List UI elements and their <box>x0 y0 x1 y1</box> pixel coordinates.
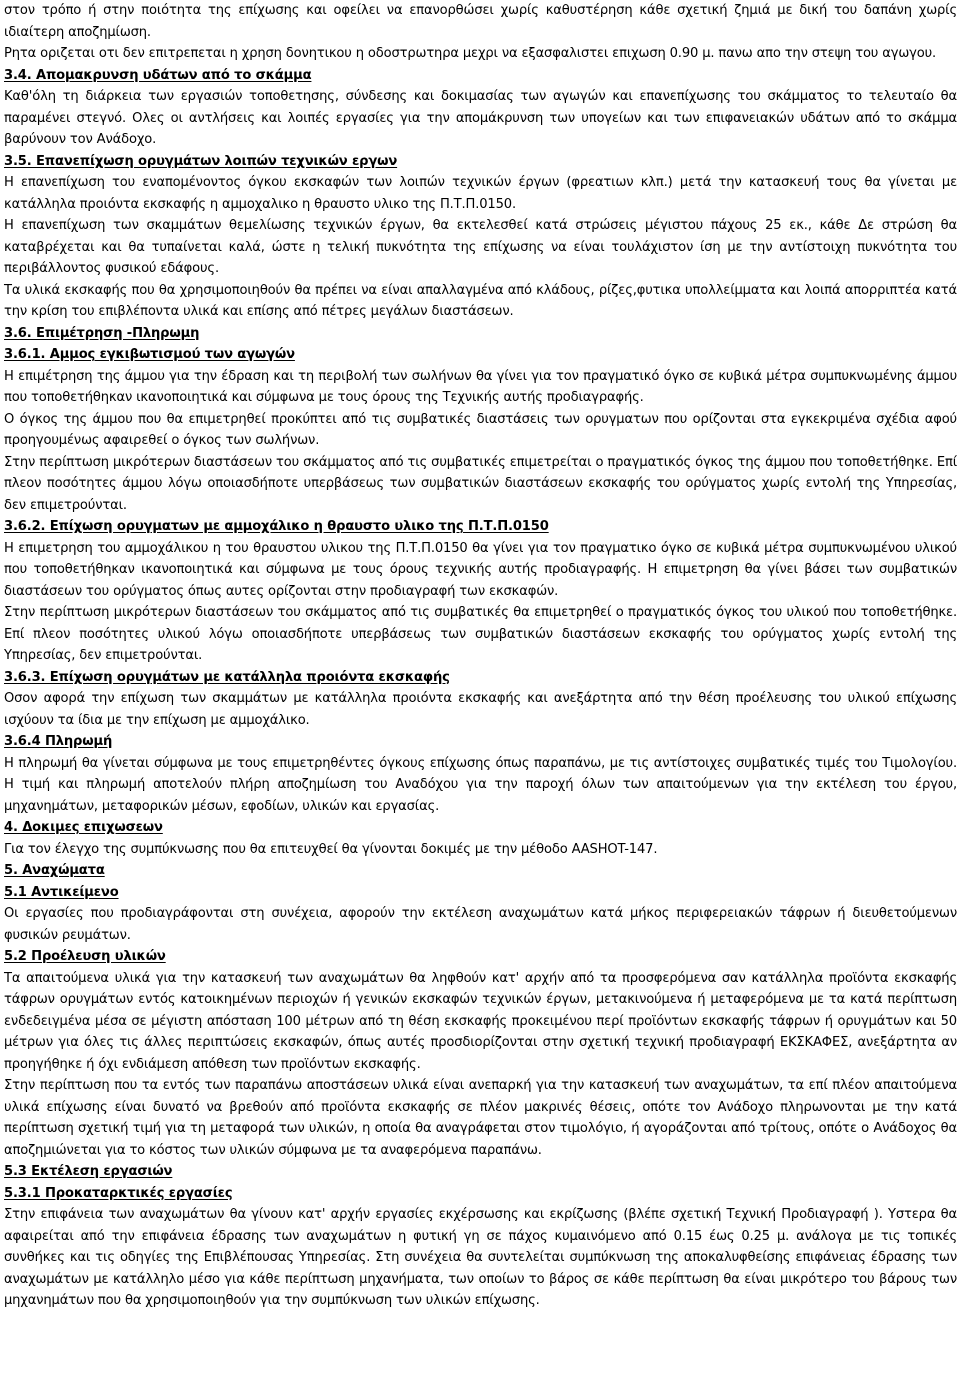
section-heading: 3.6.2. Επίχωση ορυγματων με αμμοχάλικο η θραυστο υλικο της Π.Τ.Π.0150 <box>4 519 549 534</box>
paragraph: Για τον έλεγχο της συμπύκνωσης που θα επιτευχθεί θα γίνονται δοκιμές με την μέθοδο AASHOT-147. <box>4 841 658 857</box>
paragraph: Στην περίπτωση μικρότερων διαστάσεων του σκάμματος από τις συμβατικές επιμετρείται ο πραγματικός όγκος της άμμου που τοποθετήθηκε. Επί πλεον ποσότητες άμμου λόγω οποιασδήποτε υπερβάσεως των συμβατικών διαστάσεων εκσκαφής του ορύγματος χωρίς εντολή της Υπηρεσίας, δεν επιμετρούνται. <box>4 454 957 513</box>
paragraph: Η επανεπίχωση των σκαμμάτων θεμελίωσης τεχνικών έργων, θα εκτελεσθεί κατά στρώσεις μέγιστου πάχους 25 εκ., κάθε Δε στρώση θα καταβρέχεται και θα τυπαίνεται καλά, ώστε η τελική πυκνότητα της επίχωσης να είναι τουλάχιστον ίση με την αντίστοιχη πυκνότητα του περιβάλλοντος φυσικού εδάφους. <box>4 218 957 276</box>
section-heading: 4. Δοκιμες επιχωσεων <box>4 820 163 835</box>
paragraph: Ρητα οριζεται οτι δεν επιτρεπεται η χρηση δονητικου η οδοστρωτηρα μεχρι να εξασφαλιστει επιχωση 0.90 μ. πανω απο την στεψη του αγωγου. <box>4 46 937 61</box>
paragraph: Καθ'όλη τη διάρκεια των εργασιών τοποθετησης, σύνδεσης και δοκιμασίας των αγωγών και επανεπίχωσης του σκάμματος το τελευταίο θα παραμένει στεγνό. Ολες οι αντλήσεις και λοιπές εργασίες για την απομάκρυνση των υπογείων και των επιφανειακών υδάτων από το σκάμμα βαρύνουν τον Ανάδοχο. <box>4 89 957 147</box>
section-heading: 3.4. Απομακρυνση υδάτων από το σκάμμα <box>4 67 312 83</box>
paragraph: Τα απαιτούμενα υλικά για την κατασκευή των αναχωμάτων θα ληφθούν κατ' αρχήν από τα προσφερόμενα σαν κατάλληλα προϊόντα εκσκαφής τάφρων ορυγμάτων εντός κατοικημένων περιοχών ή γενικών εκσκαφών τεχνικών έργων, μετακινούμενα ή μεταφερόμενα με τα κατά περίπτωση ενδεδειγμένα μέσα σε μέγιστη απόσταση 100 μέτρων από τη θέση εκσκαφής προκειμένου περί προϊόντων εκσκαφής τάφρων ή ορυγμάτων και 50 μέτρων για όλες τις άλλες περιπτώσεις εκσκαφών, όπως αυτές προσδιορίζονται στην σχετική τεχνική προδιαγραφή ΕΚΣΚΑΦΕΣ, ανεξάρτητα αν προηγήθηκε ή όχι ενδιάμεση απόθεση των προϊόντων εκσκαφής. <box>4 970 957 1072</box>
paragraph: Οσον αφορά την επίχωση των σκαμμάτων με κατάλληλα προιόντα εκσκαφής και ανεξάρτητα από την θέση προέλευσης του υλικού επίχωσης ισχύουν τα ίδια με την επίχωση με αμμοχάλικο. <box>4 691 957 728</box>
section-heading: 3.6. Επιμέτρηση -Πληρωμη <box>4 325 200 341</box>
paragraph: Η επιμετρηση του αμμοχάλικου η του θραυστου υλικου της Π.Τ.Π.0150 θα γίνει για τον πραγματικο όγκο σε κυβικά μέτρα συμπυκνωμένου υλικού που τοποθετήθηκαν ικανοποιητικά και σύμφωνα με τους όρους τεχνικής αυτής προδιαγραφής. Η επιμετρηση θα γίνει βάσει των συμβατικών διαστάσεων του ορύγματος όπως αυτες ορίζονται στην προδιαγραφή των εκσκαφών. <box>4 540 957 599</box>
section-heading: 3.6.3. Επίχωση ορυγμάτων με κατάλληλα προιόντα εκσκαφής <box>4 669 450 685</box>
paragraph: Η επανεπίχωση του εναπομένοντος όγκου εκσκαφών των λοιπών τεχνικών έργων (φρεατιων κλπ.) μετά την κατασκευή τους θα γίνεται με κατάλληλα προιόντα εκσκαφής η αμμοχαλικο η θραυστο υλικο της Π.Τ.Π.0150. <box>4 175 957 212</box>
paragraph: Στην επιφάνεια των αναχωμάτων θα γίνουν κατ' αρχήν εργασίες εκχέρσωσης και εκρίζωσης (βλέπε σχετική Τεχνική Προδιαγραφή ). Υστερα θα αφαιρείται από την επιφάνεια έδρασης των αναχωμάτων η φυτική γη σε πάχος κυμαινόμενο από 0.15 έως 0.25 μ. ανάλογα με τις τοπικές συνθήκες και τις οδηγίες της Επιβλέπουσας Υπηρεσίας. Στη συνέχεια θα συντελείται συμπύκνωση της αποκαλυφθείσης επιφάνειας έδρασης των αναχωμάτων με κατάλληλο μέσο για κάθε περίπτωση μηχανήματα, των οποίων το βάρος σε κάθε περίπτωση θα είναι μικρότερο του βάρους των μηχανημάτων που θα χρησιμοποιηθούν για την συμπύκνωση των υλικών επίχωσης. <box>4 1207 957 1308</box>
paragraph: Ο όγκος της άμμου που θα επιμετρηθεί προκύπτει από τις συμβατικές διαστάσεις των ορυγματων που ορίζονται στα εγκεκριμένα σχέδια αφού προηγουμένως αφαιρεθεί ο όγκος των σωλήνων. <box>4 411 957 448</box>
paragraph: Η πληρωμή θα γίνεται σύμφωνα με τους επιμετρηθέντες όγκους επίχωσης όπως παραπάνω, με τις αντίστοιχες συμβατικές τιμές του Τιμολογίου. Η τιμή και πληρωμή αποτελούν πλήρη αποζημίωση του Αναδόχου για την παροχή όλων των απαιτούμενων για την εκτέλεση του έργου, μηχανημάτων, μεταφορικών μέσων, εφοδίων, υλικών και εργασίας. <box>4 755 957 814</box>
section-heading: 3.6.1. Αμμος εγκιβωτισμού των αγωγών <box>4 347 295 362</box>
section-heading: 5.1 Αντικείμενο <box>4 884 119 900</box>
section-heading: 3.6.4 Πληρωμή <box>4 734 113 749</box>
section-heading: 3.5. Επανεπίχωση ορυγμάτων λοιπών τεχνικών εργων <box>4 153 398 169</box>
paragraph: Τα υλικά εκσκαφής που θα χρησιμοποιηθούν θα πρέπει να είναι απαλλαγμένα από κλάδους, ρίζες,φυτικα υπολλείμματα και λοιπά απορριπτέα κατά την κρίση του επιβλέποντα υλικά και επίσης από πέτρες μεγάλων διαστάσεων. <box>4 282 957 319</box>
paragraph: Οι εργασίες που προδιαγράφονται στη συνέχεια, αφορούν την εκτέλεση αναχωμάτων κατά μήκος περιφερειακών τάφρων ή διευθετούμενων φυσικών ρευμάτων. <box>4 906 957 943</box>
section-heading: 5.3.1 Προκαταρκτικές εργασίες <box>4 1185 233 1201</box>
paragraph: στον τρόπο ή στην ποιότητα της επίχωσης και οφείλει να επανορθώσει χωρίς καθυστέρηση κάθε σχετική ζημιά με δική του δαπάνη χωρίς ιδιαίτερη αποζημίωση. <box>4 3 957 40</box>
section-heading: 5.2 Προέλευση υλικών <box>4 949 166 964</box>
paragraph: Στην περίπτωση που τα εντός των παραπάνω αποστάσεων υλικά είναι ανεπαρκή για την κατασκευή των αναχωμάτων, τα επί πλέον απαιτούμενα υλικά επίχωσης είναι δυνατό να βρεθούν από προϊόντα εκσκαφής σε πλέον μακρινές θέσεις, οπότε τον Ανάδοχο πληρωνονται με την κατά περίπτωση σχετική τιμή για τη μεταφορά των υλικών, η οποία θα αναγράφεται στον τιμολόγιο, ή αγοράζονται από τρίτους, οπότε ο Ανάδοχος θα αποζημιώνεται για το κόστος των υλικών σύμφωνα με τα αναφερόμενα παραπάνω. <box>4 1078 957 1158</box>
paragraph: Στην περίπτωση μικρότερων διαστάσεων του σκάμματος από τις συμβατικές θα επιμετρηθεί ο πραγματικός όγκος του υλικού που τοποθετήθηκε. Επί πλεον ποσότητες υλικού λόγω οποιασδήποτε υπερβάσεως των συμβατικών διαστάσεων εκσκαφής του ορύγματος χωρίς εντολή της Υπηρεσίας, δεν επιμετρούνται. <box>4 605 957 663</box>
section-heading: 5.3 Εκτέλεση εργασιών <box>4 1164 173 1179</box>
paragraph: Η επιμέτρηση της άμμου για την έδραση και τη περιβολή των σωλήνων θα γίνει για τον πραγματικό όγκο σε κυβικά μέτρα συμπυκνωμένης άμμου που τοποθετήθηκαν ικανοποιητικά και σύμφωνα με τους όρους της Τεχνικής αυτής προδιαγραφής. <box>4 368 957 405</box>
section-heading: 5. Αναχώματα <box>4 863 105 878</box>
